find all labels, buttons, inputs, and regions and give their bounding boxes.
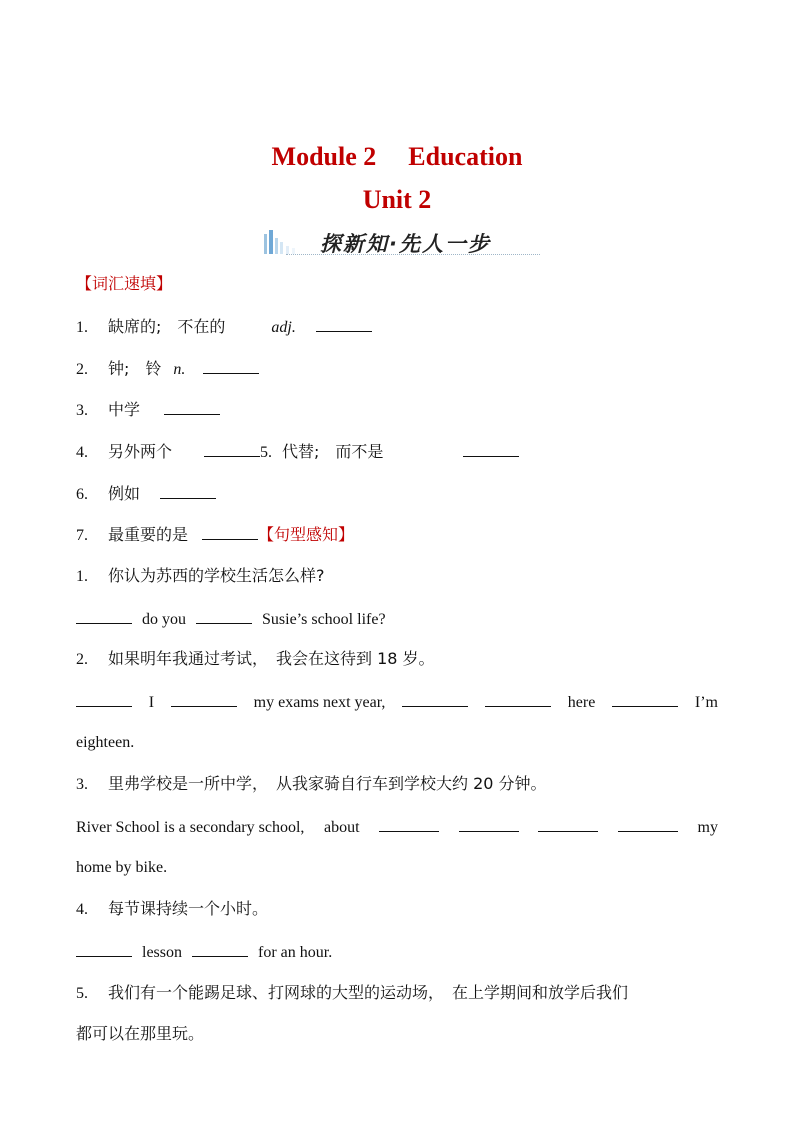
sentence-prompt: 都可以在那里玩。	[76, 1024, 205, 1043]
vocab-prompt: 钟; 铃	[108, 359, 162, 378]
section-banner	[262, 226, 542, 258]
answer-blank[interactable]	[204, 439, 260, 457]
vocab-item	[76, 356, 259, 382]
answer-blank[interactable]	[196, 606, 252, 624]
vocab-item	[76, 522, 354, 548]
module-number: Module 2	[271, 142, 377, 171]
sentence-text: River School is a secondary school,	[76, 819, 305, 836]
item-number: 6.	[76, 486, 88, 503]
sentence-text: home by bike.	[76, 859, 168, 876]
answer-blank[interactable]	[160, 481, 216, 499]
answer-blank[interactable]	[618, 814, 678, 832]
sentence-cn	[76, 772, 547, 797]
part-of-speech: adj.	[271, 319, 296, 336]
vocab-section-label	[76, 272, 172, 297]
sentence-en	[76, 689, 718, 715]
answer-blank[interactable]	[203, 356, 259, 374]
item-number: 2.	[76, 651, 88, 668]
sentence-prompt: 如果明年我通过考试， 我会在这待到 18 岁。	[108, 649, 435, 668]
item-number: 5.	[76, 985, 88, 1002]
vocab-item	[76, 439, 519, 465]
answer-blank[interactable]	[164, 397, 220, 415]
sentence-prompt: 我们有一个能踢足球、打网球的大型的运动场， 在上学期间和放学后我们	[108, 983, 629, 1002]
sentence-text: eighteen.	[76, 734, 135, 751]
sentence-en-continued	[76, 731, 134, 755]
sentence-section-heading: 【句型感知】	[258, 525, 355, 544]
answer-blank[interactable]	[402, 689, 468, 707]
sentence-cn-continued	[76, 1022, 204, 1047]
item-number: 1.	[76, 568, 88, 585]
answer-blank[interactable]	[612, 689, 678, 707]
answer-blank[interactable]	[171, 689, 237, 707]
sentence-en	[76, 606, 386, 632]
answer-blank[interactable]	[76, 939, 132, 957]
vocab-prompt: 最重要的是	[108, 525, 189, 544]
module-topic: Education	[408, 142, 523, 171]
answer-blank[interactable]	[192, 939, 248, 957]
sentence-text: Susie’s school life?	[262, 611, 386, 628]
sentence-cn	[76, 647, 435, 672]
sentence-text: here	[567, 694, 596, 711]
unit-title: Unit 2	[362, 185, 432, 214]
sentence-text: about	[324, 819, 360, 836]
vocab-item	[76, 481, 216, 507]
sentence-text: my exams next year,	[253, 694, 386, 711]
sentence-cn	[76, 564, 325, 589]
sentence-text: lesson	[142, 944, 182, 961]
item-number: 1.	[76, 319, 88, 336]
answer-blank[interactable]	[379, 814, 439, 832]
item-number: 5.	[260, 444, 273, 461]
answer-blank[interactable]	[538, 814, 598, 832]
sentence-cn	[76, 981, 628, 1006]
item-number: 7.	[76, 527, 88, 544]
answer-blank[interactable]	[485, 689, 551, 707]
sentence-text: I	[148, 694, 155, 711]
sentence-text: for an hour.	[258, 944, 333, 961]
vocab-prompt: 缺席的; 不在的	[108, 317, 226, 336]
sentence-prompt: 你认为苏西的学校生活怎么样?	[108, 566, 325, 585]
item-number: 3.	[76, 776, 88, 793]
sentence-prompt: 里弗学校是一所中学， 从我家骑自行车到学校大约 20 分钟。	[108, 774, 547, 793]
answer-blank[interactable]	[459, 814, 519, 832]
vocab-section-heading: 【词汇速填】	[76, 274, 173, 293]
item-number: 2.	[76, 361, 88, 378]
banner-text: 探新知·先人一步	[320, 232, 491, 256]
item-number: 4.	[76, 444, 88, 461]
part-of-speech: n.	[173, 361, 186, 378]
item-number: 3.	[76, 402, 88, 419]
sentence-en	[76, 814, 718, 840]
vocab-prompt: 例如	[108, 484, 141, 503]
sentence-prompt: 每节课持续一个小时。	[108, 899, 269, 918]
vocab-prompt: 代替; 而不是	[282, 442, 384, 461]
vocab-prompt: 另外两个	[108, 442, 173, 461]
sentence-text: my	[697, 819, 718, 836]
item-number: 4.	[76, 901, 88, 918]
vocab-item	[76, 397, 220, 423]
sentence-text: do you	[142, 611, 186, 628]
sentence-en	[76, 939, 332, 965]
answer-blank[interactable]	[202, 522, 258, 540]
answer-blank[interactable]	[463, 439, 519, 457]
sentence-en-continued	[76, 856, 167, 880]
module-title	[0, 141, 794, 173]
answer-blank[interactable]	[316, 314, 372, 332]
vocab-prompt: 中学	[108, 400, 141, 419]
sentence-cn	[76, 897, 268, 922]
answer-blank[interactable]	[76, 689, 132, 707]
answer-blank[interactable]	[76, 606, 132, 624]
vocab-item	[76, 314, 372, 340]
sentence-text: I’m	[694, 694, 718, 711]
banner-divider	[286, 254, 540, 255]
